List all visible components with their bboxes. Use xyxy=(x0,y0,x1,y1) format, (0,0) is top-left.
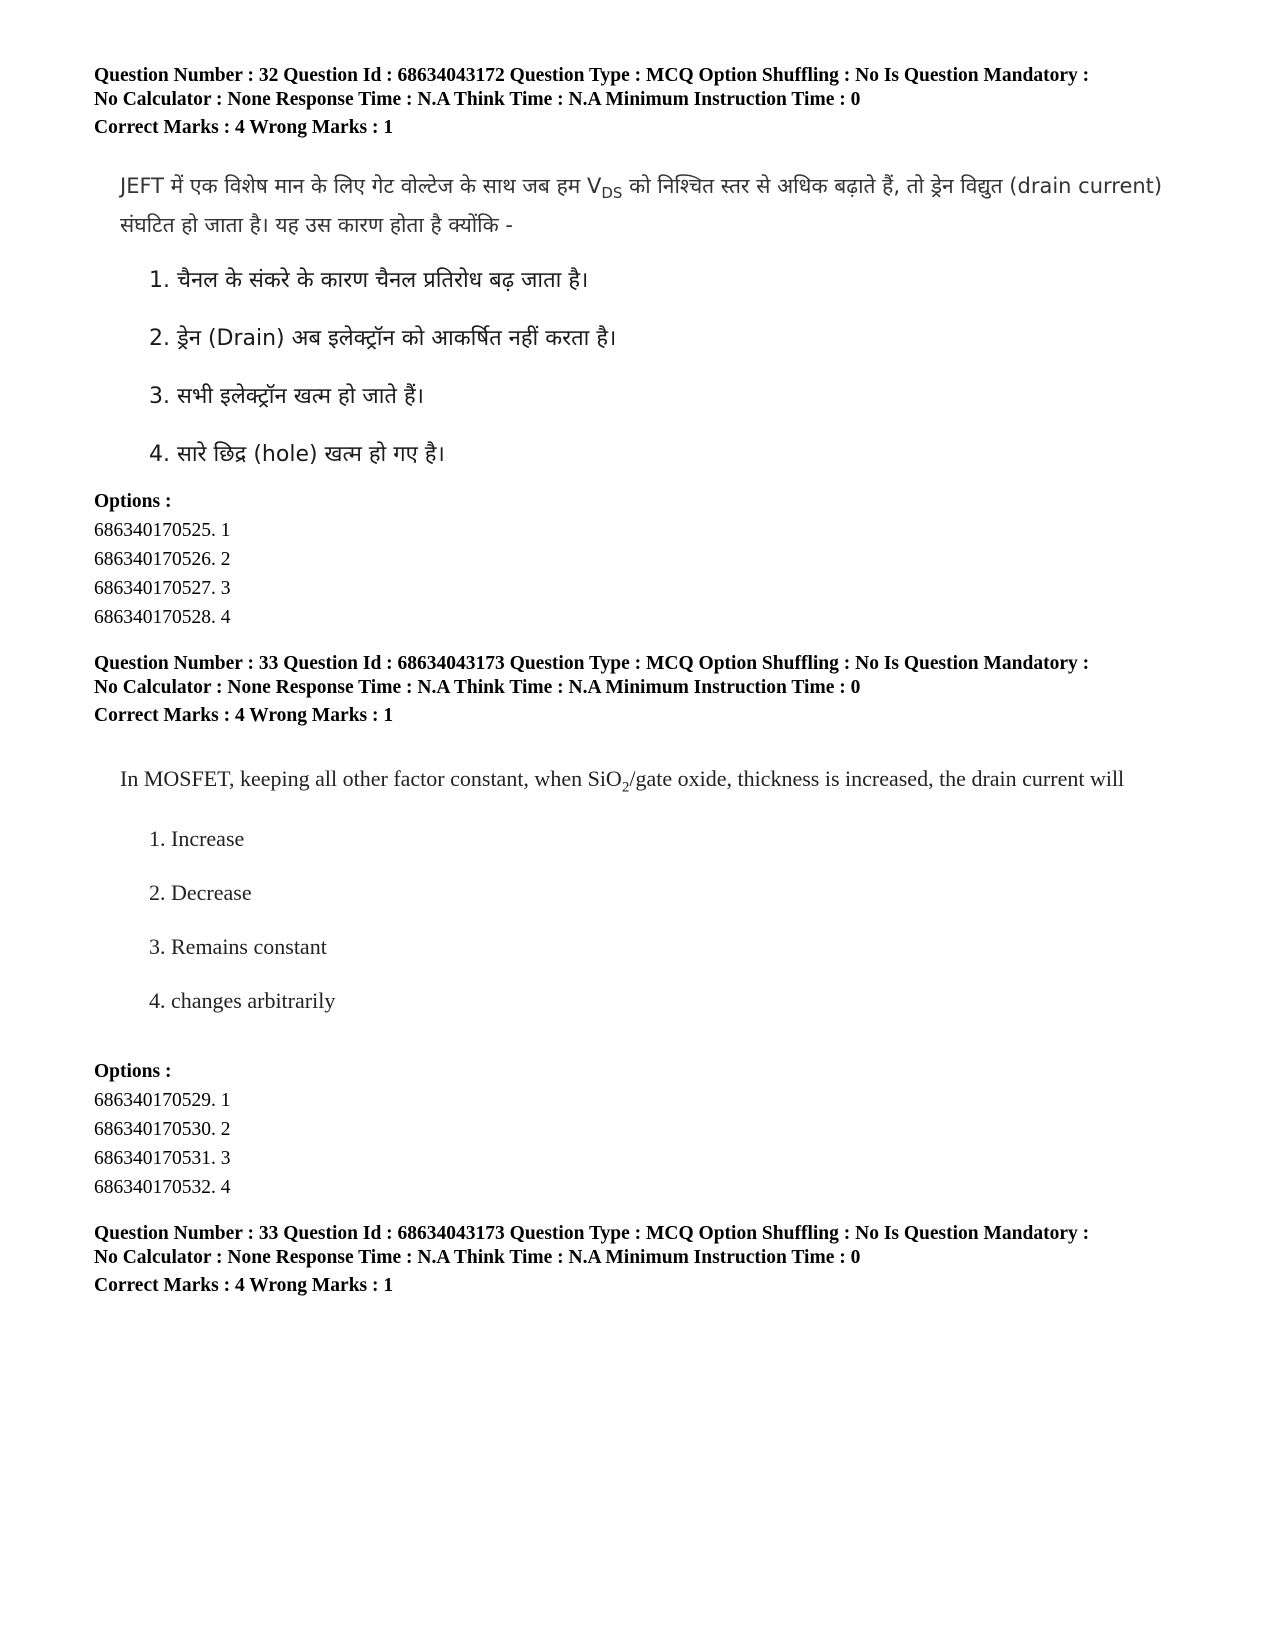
question-33-header xyxy=(94,652,1214,728)
question-stem-part1: JEFT में एक विशेष मान के लिए गेट वोल्टेज के साथ जब हम V xyxy=(120,174,602,198)
question-stem-part2: /gate oxide, thickness is increased, the drain current will xyxy=(629,766,1125,791)
question-choice: 4. सारे छिद्र (hole) खत्म हो गए है। xyxy=(149,442,445,468)
question-choice: 2. ड्रेन (Drain) अब इलेक्ट्रॉन को आकर्षित नहीं करता है। xyxy=(149,326,617,352)
question-choices xyxy=(120,263,1200,495)
question-stem xyxy=(120,170,1200,241)
question-meta-line-2: No Calculator : None Response Time : N.A Think Time : N.A Minimum Instruction Time : 0 xyxy=(94,89,861,110)
question-choices xyxy=(120,824,1200,1040)
option-item: 686340170531. 3 xyxy=(94,1148,231,1169)
question-32-header xyxy=(94,64,1214,140)
option-item: 686340170529. 1 xyxy=(94,1090,231,1111)
question-stem-part2: को निश्चित स्तर से अधिक बढ़ाते हैं, तो ड्रेन विद्युत (drain current) संघटित हो जाता है। यह उस कारण होता है क्योंकि - xyxy=(120,174,1163,238)
options-label: Options : xyxy=(94,491,172,512)
question-choice: 2. Decrease xyxy=(149,880,252,906)
option-item: 686340170528. 4 xyxy=(94,607,231,628)
question-choice: 1. Increase xyxy=(149,826,245,852)
option-item: 686340170527. 3 xyxy=(94,578,231,599)
question-meta-line-1: Question Number : 33 Question Id : 68634043173 Question Type : MCQ Option Shuffling : No Is Question Mandatory : xyxy=(94,653,1090,674)
question-stem-subscript: 2 xyxy=(621,779,630,796)
question-meta-line-2: No Calculator : None Response Time : N.A Think Time : N.A Minimum Instruction Time : 0 xyxy=(94,677,861,698)
question-choice: 3. सभी इलेक्ट्रॉन खत्म हो जाते हैं। xyxy=(149,384,424,410)
question-stem-part1: In MOSFET, keeping all other factor constant, when SiO xyxy=(120,766,622,791)
question-stem-subscript: DS xyxy=(601,184,623,203)
question-meta-line-1: Question Number : 33 Question Id : 68634043173 Question Type : MCQ Option Shuffling : No Is Question Mandatory : xyxy=(94,1223,1090,1244)
question-stem xyxy=(120,762,1200,804)
option-item: 686340170532. 4 xyxy=(94,1177,231,1198)
question-33-image xyxy=(120,762,1200,1040)
options-label: Options : xyxy=(94,1061,172,1082)
question-33-repeat-header xyxy=(94,1222,1214,1298)
question-33-options xyxy=(94,1057,231,1202)
question-32-image xyxy=(120,170,1200,495)
question-32-options xyxy=(94,487,231,632)
option-item: 686340170526. 2 xyxy=(94,549,231,570)
question-choice: 4. changes arbitrarily xyxy=(149,988,336,1014)
question-choice: 3. Remains constant xyxy=(149,934,327,960)
option-item: 686340170530. 2 xyxy=(94,1119,231,1140)
question-marks: Correct Marks : 4 Wrong Marks : 1 xyxy=(94,705,394,726)
question-marks: Correct Marks : 4 Wrong Marks : 1 xyxy=(94,117,394,138)
question-choice: 1. चैनल के संकरे के कारण चैनल प्रतिरोध बढ़ जाता है। xyxy=(149,268,589,294)
question-marks: Correct Marks : 4 Wrong Marks : 1 xyxy=(94,1275,394,1296)
question-meta-line-1: Question Number : 32 Question Id : 68634043172 Question Type : MCQ Option Shuffling : No Is Question Mandatory : xyxy=(94,65,1090,86)
question-meta-line-2: No Calculator : None Response Time : N.A Think Time : N.A Minimum Instruction Time : 0 xyxy=(94,1247,861,1268)
option-item: 686340170525. 1 xyxy=(94,520,231,541)
